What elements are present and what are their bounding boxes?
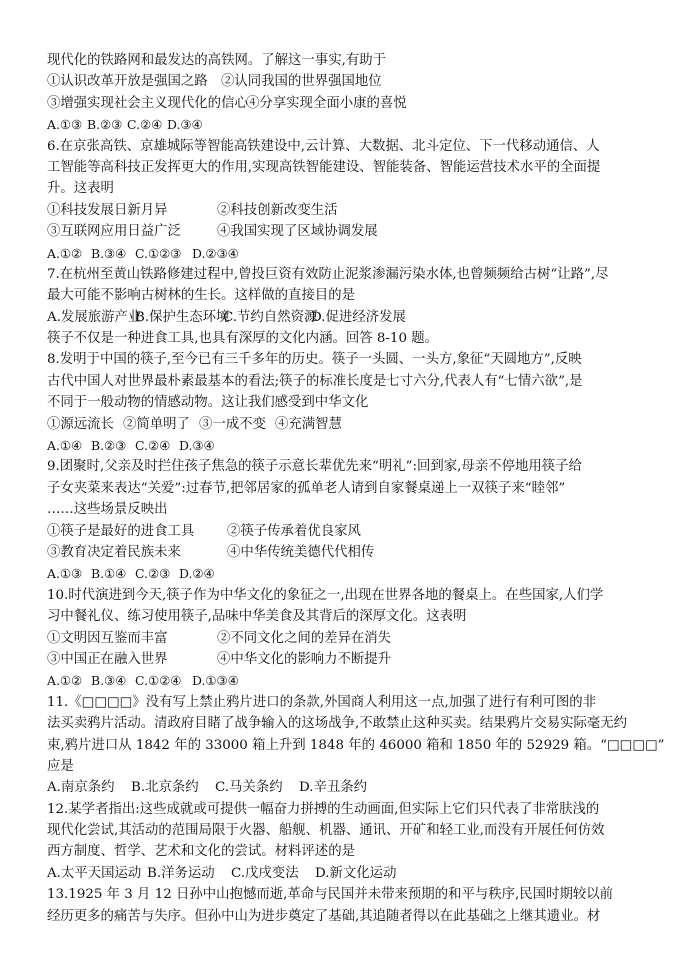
option-d: D.②③④ — [192, 245, 239, 261]
statement-1: ①科技发展日新月异 — [47, 202, 168, 218]
option-d: D.新文化运动 — [315, 865, 397, 881]
statement-1: ①认识改革开放是强国之路 — [47, 74, 208, 90]
option-c: C.②④ — [127, 117, 163, 133]
question-text: 6.在京张高铁、京雄城际等智能高铁建设中,云计算、大数据、北斗定位、下一代移动通信、人 — [47, 138, 600, 154]
option-c: C.①②③ — [135, 245, 182, 261]
statement-3: ③中国正在融入世界 — [47, 651, 168, 667]
option-c: C.②③ — [135, 566, 171, 582]
option-b: B.③④ — [91, 673, 127, 689]
statement-line — [47, 542, 647, 563]
option-b: B.洋务运动 — [147, 865, 215, 881]
statement-4: ④我国实现了区域协调发展 — [217, 224, 378, 240]
option-d: D.③④ — [167, 117, 203, 133]
option-a: A.①③ — [47, 117, 83, 133]
question-text: 13.1925 年 3 月 12 日孙中山抱憾而逝,革命与民国并未带来预期的和平与秩序,民国时期较以前 — [47, 887, 614, 903]
option-d: D.③④ — [179, 438, 215, 454]
question-text: 不同于一般动物的情感动物。这让我们感受到中华文化 — [47, 395, 369, 411]
answer-options — [47, 670, 647, 691]
statement-line — [47, 200, 647, 221]
answer-options — [47, 777, 647, 798]
answer-options — [47, 114, 647, 135]
question-text: ……这些场景反映出 — [47, 502, 168, 518]
question-text: 11.《□□□□》没有写上禁止鸦片进口的条款,外国商人利用这一点,加强了进行有利可图的非 — [47, 694, 597, 710]
statement-line — [47, 628, 647, 649]
text-line: 现代化的铁路网和最发达的高铁网。了解这一事实,有助于 — [47, 53, 387, 68]
option-c: C.①②④ — [135, 673, 182, 689]
statement-4: ④充满智慧 — [275, 416, 342, 432]
option-a: A.①③ — [47, 566, 83, 582]
question-text: 古代中国人对世界最朴素最基本的看法;筷子的标准长度是七寸六分,代表人有“七情六欲”,是 — [47, 373, 583, 389]
question-text: 经历更多的痛苦与失序。但孙中山为进步奠定了基础,其追随者得以在此基础之上继其遗业。材 — [47, 908, 601, 924]
statement-2: ②认同我国的世界强国地位 — [221, 74, 382, 90]
question-text: 9.团聚时,父亲及时拦住孩子焦急的筷子示意长辈优先来“明礼”:回到家,母亲不停地用筷子给 — [47, 459, 582, 475]
statement-1: ①源远流长 — [47, 416, 114, 432]
option-c: C.节约自然资源 — [223, 309, 318, 325]
option-a: A.南京条约 — [47, 780, 115, 796]
question-text: 法买卖鸦片活动。清政府目睹了战争输入的这场战争,不敢禁止这种买卖。结果鸦片交易实际毫无约 — [47, 716, 628, 732]
question-text: 束,鸦片进口从 1842 年的 33000 箱上升到 1848 年的 46000 箱和 1850 年的 52929 箱。“□□□□” — [47, 737, 665, 753]
question-text: 最大可能不影响古树林的生长。这样做的直接目的是 — [47, 288, 355, 304]
question-text: 工智能等高科技正发挥更大的作用,实现高铁智能建设、智能装备、智能运营技术水平的全面提 — [47, 159, 601, 175]
statement-1: ①筷子是最好的进食工具 — [47, 523, 195, 539]
question-text: 12.某学者指出:这些成就或可提供一幅奋力拼搏的生动画面,但实际上它们只代表了非常肤浅的 — [47, 801, 600, 817]
option-d: D.促进经济发展 — [311, 309, 406, 325]
statement-4: ④中华文化的影响力不断提升 — [217, 651, 392, 667]
statement-2: ②不同文化之间的差异在消失 — [217, 630, 392, 646]
question-text: 西方制度、哲学、艺术和文化的尝试。材料评述的是 — [47, 844, 355, 860]
statement-line — [47, 71, 647, 92]
statement-4: ④分享实现全面小康的喜悦 — [246, 95, 407, 111]
question-text: 习中餐礼仪、练习使用筷子,品味中华美食及其背后的深厚文化。这表明 — [47, 609, 467, 625]
option-b: B.①④ — [91, 566, 127, 582]
question-text: 8.发明于中国的筷子,至今已有三千多年的历史。筷子一头圆、一头方,象征“天圆地方”,反映 — [47, 352, 582, 368]
statement-3: ③增强实现社会主义现代化的信心 — [47, 95, 248, 111]
question-text: 10.时代演进到今天,筷子作为中华文化的象征之一,出现在世界各地的餐桌上。在些国家,人们学 — [47, 587, 604, 603]
answer-options — [47, 563, 647, 584]
answer-options — [47, 307, 647, 328]
option-b: B.②③ — [91, 438, 127, 454]
statement-2: ②科技创新改变生活 — [217, 202, 338, 218]
statement-2: ②筷子传承着优良家风 — [227, 523, 361, 539]
option-c: C.马关条约 — [215, 780, 283, 796]
statement-line — [47, 221, 647, 242]
option-a: A.太平天国运动 — [47, 865, 142, 881]
option-c: C.②④ — [135, 438, 171, 454]
question-text: 7.在杭州至黄山铁路修建过程中,曾投巨资有效防止泥浆渗漏污染水体,也曾频频给古树“让路”,尽 — [47, 266, 609, 282]
statement-line — [47, 521, 647, 542]
option-d: D.①③④ — [192, 673, 239, 689]
option-d: D.辛丑条约 — [299, 780, 368, 796]
option-b: B.③④ — [91, 245, 127, 261]
statement-1: ①文明因互鉴而丰富 — [47, 630, 168, 646]
statement-4: ④中华传统美德代代相传 — [227, 544, 375, 560]
answer-options — [47, 863, 647, 884]
statement-line — [47, 649, 647, 670]
option-b: B.②③ — [87, 117, 123, 133]
question-text: 子女夹菜来表达“关爱”:过春节,把邻居家的孤单老人请到自家餐桌递上一双筷子来“睦邻” — [47, 480, 566, 496]
question-text: 升。这表明 — [47, 181, 114, 197]
statement-line — [47, 414, 647, 435]
statement-3: ③互联网应用日益广泛 — [47, 224, 181, 240]
option-c: C.戊戌变法 — [231, 865, 299, 881]
option-a: A.①② — [47, 673, 83, 689]
statement-2: ②简单明了 — [123, 416, 190, 432]
answer-options — [47, 435, 647, 456]
option-d: D.②④ — [179, 566, 215, 582]
section-intro: 筷子不仅是一种进食工具,也具有深厚的文化内涵。回答 8-10 题。 — [47, 331, 439, 347]
statement-line — [47, 93, 647, 114]
statement-3: ③一成不变 — [199, 416, 266, 432]
statement-3: ③教育决定着民族未来 — [47, 544, 181, 560]
option-a: A.①② — [47, 245, 83, 261]
option-a: A.发展旅游产业 — [47, 309, 142, 325]
option-a: A.①④ — [47, 438, 83, 454]
answer-options — [47, 243, 647, 264]
option-b: B.北京条约 — [131, 780, 199, 796]
exam-page — [47, 50, 665, 927]
question-text: 现代化尝试,其活动的范围局限于火器、船舰、机器、通讯、开矿和轻工业,而没有开展任何仿效 — [47, 823, 605, 839]
option-b: B.保护生态环境 — [135, 309, 230, 325]
question-text: 应是 — [47, 758, 74, 774]
